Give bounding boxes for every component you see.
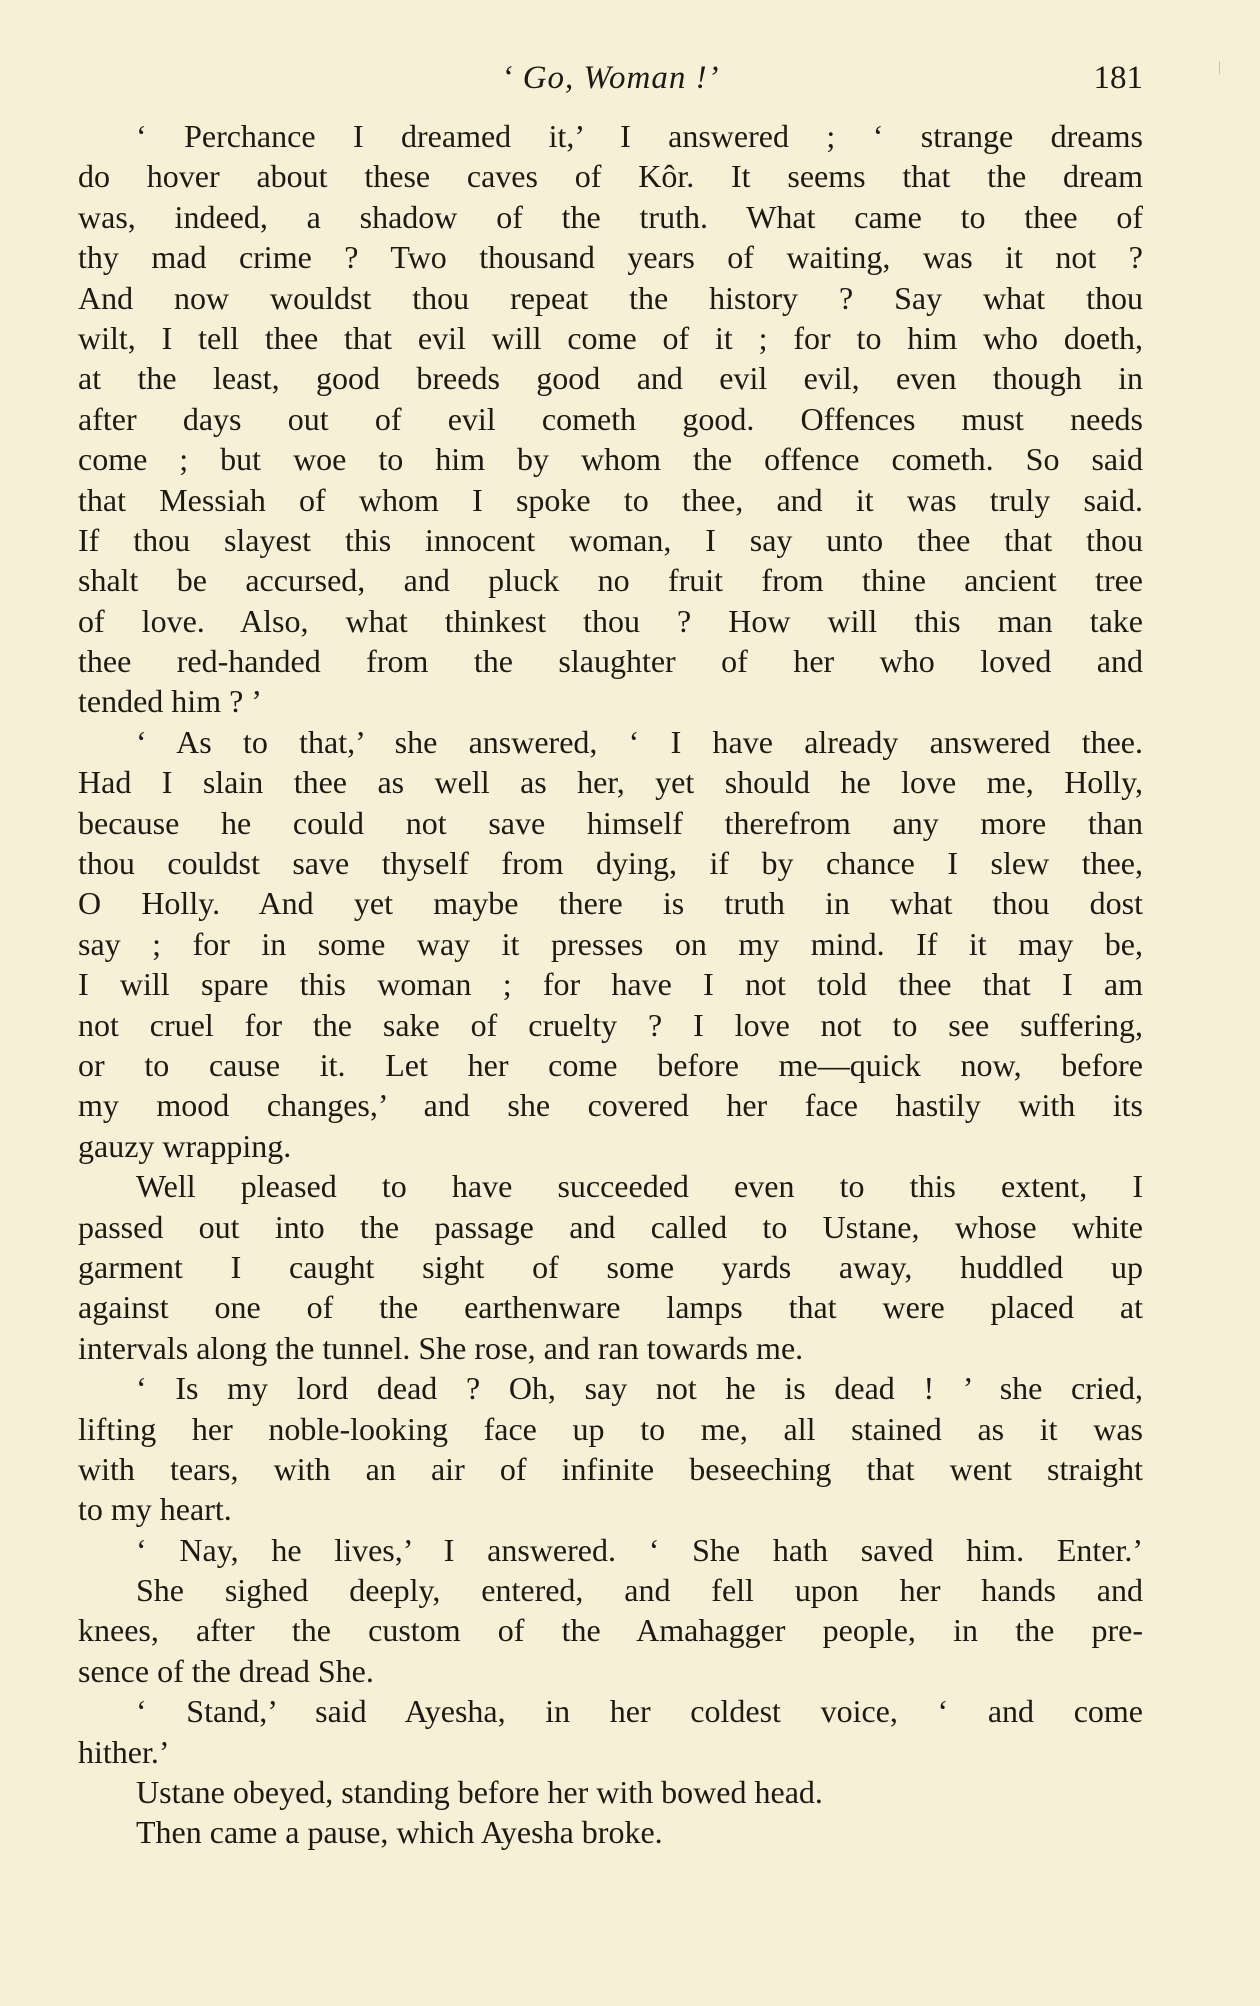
text-line: thee red-handed from the slaughter of her who loved and — [78, 643, 1143, 680]
print-mark: | — [1218, 60, 1221, 75]
text-line: gauzy wrapping. — [78, 1127, 292, 1164]
text-line: come ; but woe to him by whom the offence cometh. So said — [78, 441, 1143, 478]
text-line: was, indeed, a shadow of the truth. What came to thee of — [78, 198, 1143, 235]
text-line: against one of the earthenware lamps that were placed at — [78, 1289, 1143, 1326]
text-line: ‘ Is my lord dead ? Oh, say not he is dead ! ’ she cried, — [136, 1370, 1143, 1407]
text-line: to my heart. — [78, 1491, 232, 1528]
text-line: She sighed deeply, entered, and fell upon her hands and — [136, 1572, 1143, 1609]
body-text — [78, 116, 1143, 1853]
running-title: ‘ Go, Woman !’ — [501, 60, 720, 96]
text-line: garment I caught sight of some yards away, huddled up — [78, 1248, 1143, 1285]
text-line: knees, after the custom of the Amahagger people, in the pre- — [78, 1612, 1143, 1649]
text-line: I will spare this woman ; for have I not told thee that I am — [78, 966, 1143, 1003]
text-line: that Messiah of whom I spoke to thee, and it was truly said. — [78, 481, 1143, 518]
text-line: Ustane obeyed, standing before her with bowed head. — [136, 1774, 823, 1811]
text-line: O Holly. And yet maybe there is truth in what thou dost — [78, 885, 1143, 922]
text-line: or to cause it. Let her come before me—quick now, before — [78, 1046, 1143, 1083]
text-line: with tears, with an air of infinite beseeching that went straight — [78, 1450, 1143, 1487]
text-line: Had I slain thee as well as her, yet should he love me, Holly, — [78, 764, 1143, 801]
text-line: And now wouldst thou repeat the history ? Say what thou — [78, 279, 1143, 316]
text-line: thy mad crime ? Two thousand years of waiting, was it not ? — [78, 239, 1143, 276]
text-line: do hover about these caves of Kôr. It seems that the dream — [78, 158, 1143, 195]
text-line: thou couldst save thyself from dying, if by chance I slew thee, — [78, 845, 1143, 882]
text-line: If thou slayest this innocent woman, I say unto thee that thou — [78, 521, 1143, 558]
text-line: my mood changes,’ and she covered her face hastily with its — [78, 1087, 1143, 1124]
page-header — [78, 52, 1143, 104]
text-line: shalt be accursed, and pluck no fruit from thine ancient tree — [78, 562, 1143, 599]
text-line: ‘ Nay, he lives,’ I answered. ‘ She hath saved him. Enter.’ — [136, 1531, 1143, 1568]
text-line: ‘ Perchance I dreamed it,’ I answered ; ‘ strange dreams — [136, 118, 1143, 154]
text-line: ‘ Stand,’ said Ayesha, in her coldest voice, ‘ and come — [136, 1693, 1143, 1730]
text-line: sence of the dread She. — [78, 1652, 374, 1689]
text-line: Well pleased to have succeeded even to this extent, I — [136, 1168, 1143, 1205]
text-line: because he could not save himself therefrom any more than — [78, 804, 1143, 841]
text-line: intervals along the tunnel. She rose, and ran towards me. — [78, 1329, 804, 1366]
text-line: ‘ As to that,’ she answered, ‘ I have already answered thee. — [136, 723, 1143, 760]
text-line: of love. Also, what thinkest thou ? How will this man take — [78, 602, 1143, 639]
text-line: at the least, good breeds good and evil evil, even though in — [78, 360, 1143, 397]
text-line: wilt, I tell thee that evil will come of it ; for to him who doeth, — [78, 319, 1143, 356]
text-line: Then came a pause, which Ayesha broke. — [136, 1814, 663, 1851]
text-line: hither.’ — [78, 1733, 170, 1770]
text-line: tended him ? ’ — [78, 683, 262, 720]
text-line: passed out into the passage and called to Ustane, whose white — [78, 1208, 1143, 1245]
text-line: lifting her noble-looking face up to me, all stained as it was — [78, 1410, 1143, 1447]
text-line: not cruel for the sake of cruelty ? I love not to see suffering, — [78, 1006, 1143, 1043]
text-line: after days out of evil cometh good. Offences must needs — [78, 400, 1143, 437]
page-number: 181 — [1093, 60, 1143, 96]
text-line: say ; for in some way it presses on my mind. If it may be, — [78, 925, 1143, 962]
